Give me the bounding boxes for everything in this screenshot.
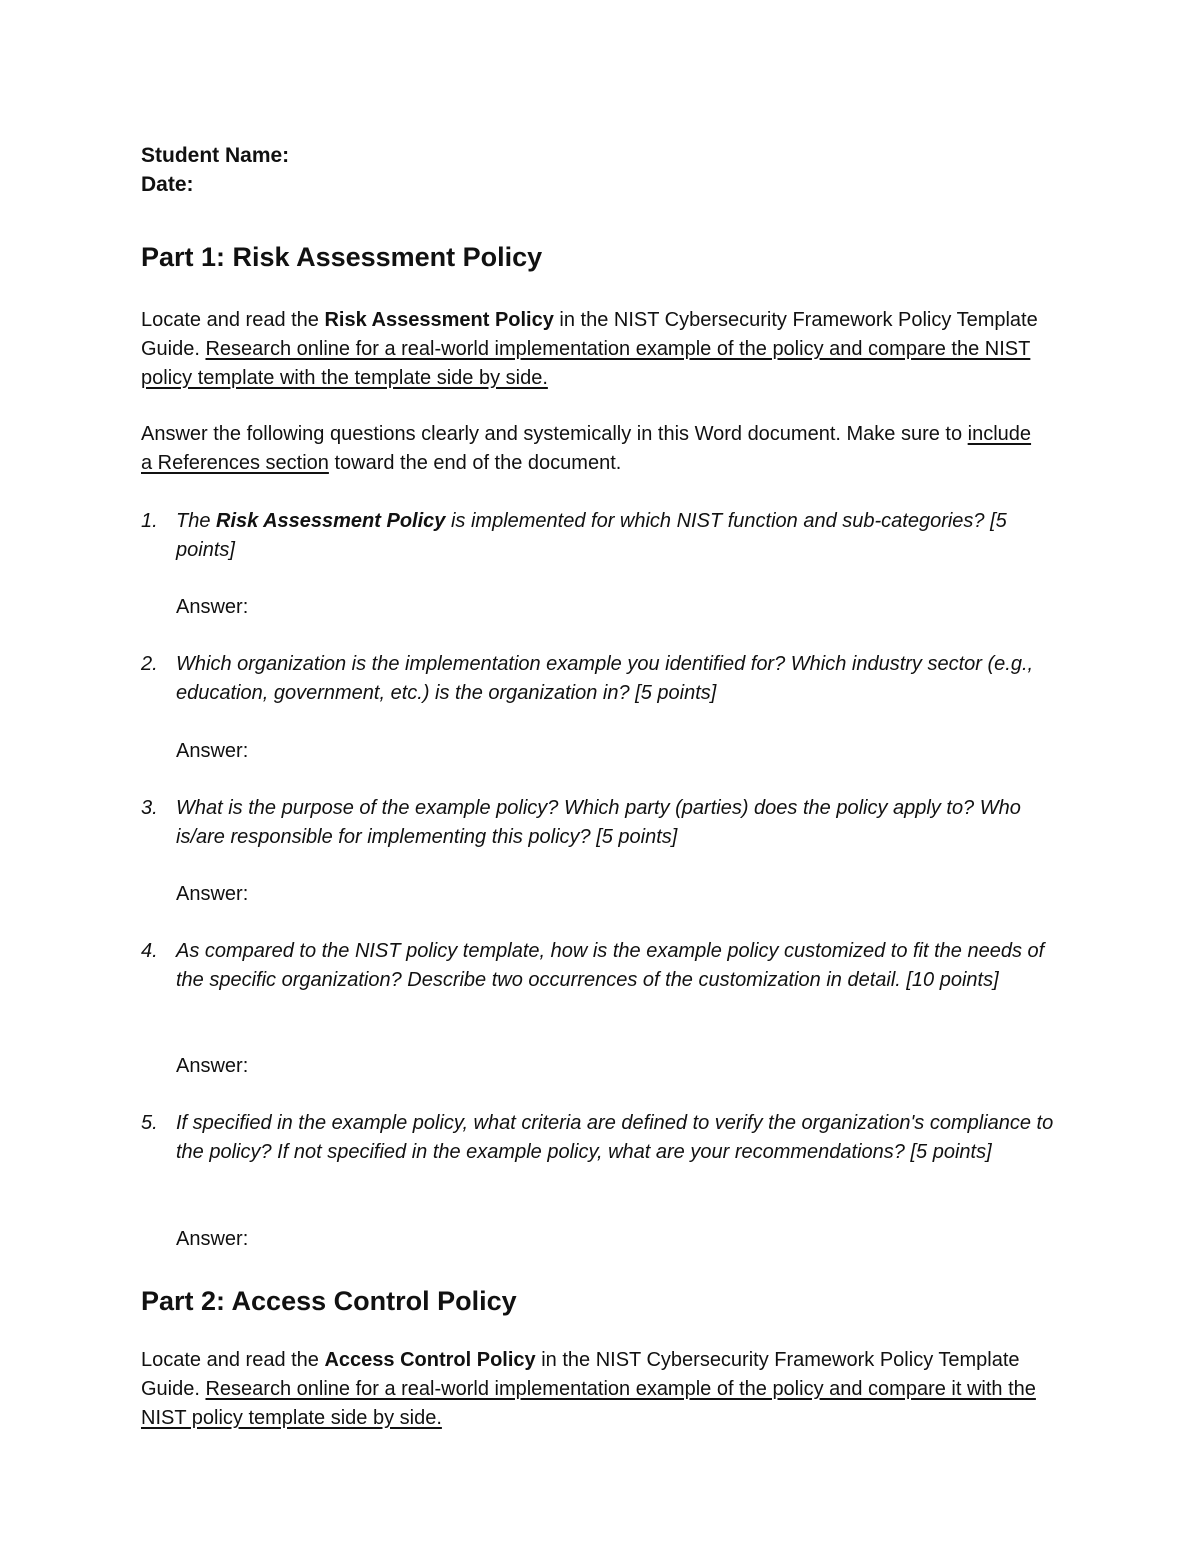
question-3-text: What is the purpose of the example policy? Which party (parties) does the policy apply to? Who is/are responsible for implementing this policy? [5 points] bbox=[176, 797, 1021, 848]
part1-intro bbox=[141, 306, 1041, 393]
instructions-post: toward the end of the document. bbox=[328, 452, 622, 474]
question-1-policy-name: Risk Assessment Policy bbox=[216, 510, 446, 532]
answer-label: Answer: bbox=[176, 740, 249, 762]
part1-instructions bbox=[141, 420, 1041, 478]
question-2-text: Which organization is the implementation example you identified for? Which industry sector (e.g., education, government, etc.) is the organization in? [5 points] bbox=[176, 653, 1034, 704]
instructions-pre: Answer the following questions clearly and systemically in this Word document. Make sure to bbox=[141, 423, 968, 445]
question-number: 1. bbox=[141, 510, 158, 532]
references-instruction: include a References section bbox=[141, 423, 1032, 474]
part2-research-instruction: Research online for a real-world implementation example of the policy and compare it with the NIST policy template side by side. bbox=[141, 1378, 1036, 1429]
part1-research-instruction: Research online for a real-world implementation example of the policy and compare the NIST policy template with the template side by side. bbox=[141, 338, 1031, 389]
student-name-label: Student Name: bbox=[141, 144, 290, 167]
part1-policy-name: Risk Assessment Policy bbox=[324, 309, 554, 331]
part2-policy-name: Access Control Policy bbox=[324, 1349, 536, 1371]
part2-intro-pre: Locate and read the bbox=[141, 1349, 325, 1371]
question-1 bbox=[176, 507, 1061, 565]
part2-intro-mid: in the NIST Cybersecurity Framework Policy Template Guide. bbox=[141, 1349, 1020, 1400]
question-number: 4. bbox=[141, 940, 158, 962]
question-4-text: As compared to the NIST policy template, how is the example policy customized to fit the needs of the specific organization? Describe two occurrences of the customization in detail. [10 points] bbox=[176, 940, 1045, 991]
answer-label: Answer: bbox=[176, 883, 249, 905]
question-1-pre: The bbox=[176, 510, 217, 532]
part2-heading: Part 2: Access Control Policy bbox=[141, 1286, 517, 1316]
date-label: Date: bbox=[141, 173, 194, 196]
question-number: 2. bbox=[141, 653, 158, 675]
part2-intro bbox=[141, 1346, 1041, 1433]
part1-heading: Part 1: Risk Assessment Policy bbox=[141, 242, 543, 272]
question-1-text: is implemented for which NIST function and sub-categories? [5 points] bbox=[176, 510, 1007, 561]
question-number: 5. bbox=[141, 1112, 158, 1134]
question-number: 3. bbox=[141, 797, 158, 819]
answer-label: Answer: bbox=[176, 1055, 249, 1077]
answer-label: Answer: bbox=[176, 596, 249, 618]
part1-intro-pre: Locate and read the bbox=[141, 309, 325, 331]
answer-label: Answer: bbox=[176, 1228, 249, 1250]
part1-intro-mid: in the NIST Cybersecurity Framework Policy Template Guide. bbox=[141, 309, 1038, 360]
question-5-text: If specified in the example policy, what criteria are defined to verify the organization's compliance to the policy? If not specified in the example policy, what are your recommendations? [5 points] bbox=[176, 1112, 1054, 1163]
